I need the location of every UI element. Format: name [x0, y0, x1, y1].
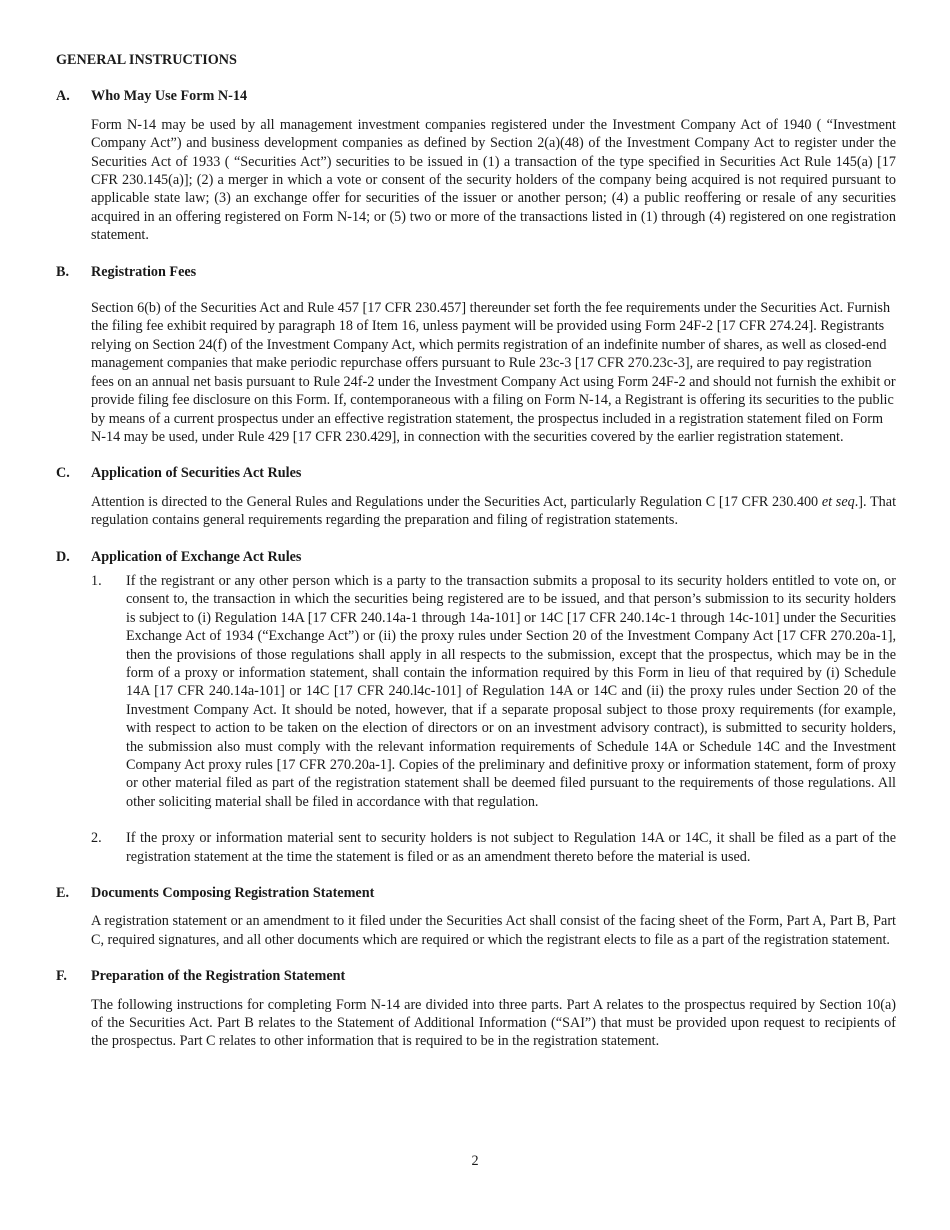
- section-e: [56, 884, 896, 949]
- section-b-letter: B.: [56, 263, 70, 280]
- section-e-letter: E.: [56, 885, 70, 902]
- section-e-heading: [56, 884, 896, 902]
- section-b: [56, 263, 896, 447]
- section-d-item-1-text: If the registrant or any other person which is a party to the transaction submits a proposal to its security holders entitled to vote on, or consent to, the transaction in which the securities being registered are to be issued, and that person’s submission to its security holders is subject to (i) Regulation 14A [17 CFR 240.14a-1 through 14a-101] or 14C [17 CFR 240.14c-1 through 14c-101] under the Securities Exchange Act of 1934 (“Exchange Act”) or (ii) the proxy rules under Section 20 of the Investment Company Act [17 CFR 270.20a-1], then the provisions of those regulations shall apply in all respects to the submission, except that the prospectus, which may be in the form of a proxy or information statement, shall contain the information required by this Form in lieu of that required by (i) Schedule 14A [17 CFR 240.14a-101] or 14C [17 CFR 240.l4c-101] of Regulation 14A or 14C and (ii) the proxy rules under Section 20 of the Investment Company Act. It should be noted, however, that if a separate proposal subject to those proxy requirements (for example, with respect to action to be taken on the election of directors or on an investment advisory contract), is submitted to security holders, the submission also must comply with the relevant information requirements of Schedule 14A or Schedule 14C and the Investment Company Act proxy rules [17 CFR 270.20a-1]. Copies of the preliminary and definitive proxy or information statement, form of proxy or other material filed as part of the registration statement shall be deemed filed pursuant to the requirements of those regulations. All other soliciting material shall be filed in accordance with that regulation.: [126, 572, 896, 810]
- section-c-body-text: Attention is directed to the General Rules and Regulations under the Securities Act, particularly Regulation C [17 CFR 230.400: [91, 493, 822, 510]
- section-a-title: Who May Use Form N-14: [91, 88, 248, 105]
- section-d-item-2: [91, 829, 896, 866]
- section-c-letter: C.: [56, 465, 70, 482]
- section-f: [56, 967, 896, 1051]
- section-c-body-italic: et seq: [821, 493, 855, 510]
- section-b-heading: [56, 263, 896, 281]
- section-a: [56, 87, 896, 244]
- section-c-title: Application of Securities Act Rules: [91, 465, 302, 482]
- section-f-title: Preparation of the Registration Statement: [91, 968, 346, 985]
- section-d-letter: D.: [56, 548, 70, 565]
- section-d-title: Application of Exchange Act Rules: [91, 548, 302, 565]
- section-d-item-2-text: If the proxy or information material sent to security holders is not subject to Regulation 14A or 14C, it shall be filed as a part of the registration statement at the time the statement is filed or as an amendment thereto before the material is used.: [126, 830, 896, 865]
- section-c-heading: [56, 464, 896, 482]
- section-a-heading: [56, 87, 896, 105]
- section-d-item-1-number: 1.: [91, 572, 102, 589]
- section-d-item-1: [91, 572, 896, 811]
- section-c: [56, 464, 896, 529]
- section-f-heading: [56, 967, 896, 985]
- section-d: [56, 548, 896, 867]
- section-e-body: A registration statement or an amendment to it filed under the Securities Act shall consist of the facing sheet of the Form, Part A, Part B, Part C, required signatures, and all other documents which are required or which the registrant elects to file as a part of the registration statement.: [91, 913, 896, 948]
- section-f-body: The following instructions for completing Form N-14 are divided into three parts. Part A relates to the prospectus required by Section 10(a) of the Securities Act. Part B relates to the Statement of Additional Information (“SAI”) that must be provided upon request to recipients of the prospectus. Part C relates to other information that is required to be in the registration statement.: [91, 996, 896, 1050]
- section-f-letter: F.: [56, 968, 67, 985]
- document-page: [56, 51, 896, 1069]
- section-a-body: Form N-14 may be used by all management investment companies registered under the Investment Company Act of 1940 ( “Investment Company Act”) and business development companies as defined by Section 2(a)(48) of the Investment Company Act to register under the Securities Act of 1933 ( “Securities Act”) securities to be issued in (1) a transaction of the type specified in Securities Act Rule 145(a) [17 CFR 230.145(a)]; (2) a merger in which a vote or consent of the security holders of the company being acquired is not required pursuant to applicable state law; (3) an exchange offer for securities of the issuer or another person; (4) a public reoffering or resale of any securities acquired in an offering registered on Form N-14; or (5) two or more of the transactions listed in (1) through (4) registered on one registration statement.: [91, 116, 896, 244]
- section-c-body-text-end: .]. That regulation contains general requirements regarding the preparation and filing of registration statements.: [91, 493, 897, 529]
- section-d-heading: [56, 548, 896, 566]
- section-c-body: [91, 493, 896, 530]
- page-number: 2: [471, 1153, 479, 1169]
- section-e-title: Documents Composing Registration Statement: [91, 885, 375, 902]
- page-title: GENERAL INSTRUCTIONS: [56, 52, 237, 68]
- section-b-title: Registration Fees: [91, 263, 197, 280]
- section-b-body: Section 6(b) of the Securities Act and Rule 457 [17 CFR 230.457] thereunder set forth the fee requirements under the Securities Act. Furnish the filing fee exhibit required by paragraph 18 of Item 16, unless payment will be provided using Form 24F-2 [17 CFR 274.24]. Registrants relying on Section 24(f) of the Investment Company Act, which permits registration of an indefinite number of shares, as well as closed-end management companies that make periodic repurchase offers pursuant to Rule 23c-3 [17 CFR 270.23c-3], are required to pay registration fees on an annual net basis pursuant to Rule 24f-2 under the Investment Company Act using Form 24F-2 and should not furnish the exhibit or provide filing fee disclosure on this Form. If, contemporaneous with a filing on Form N-14, a Registrant is offering its securities to the public by means of a current prospectus under an effective registration statement, the prospectus included in a registration statement filed on Form N-14 may be used, under Rule 429 [17 CFR 230.429], in connection with the securities covered by the earlier registration statement.: [91, 300, 896, 445]
- section-d-item-2-number: 2.: [91, 830, 102, 847]
- section-a-letter: A.: [56, 88, 70, 105]
